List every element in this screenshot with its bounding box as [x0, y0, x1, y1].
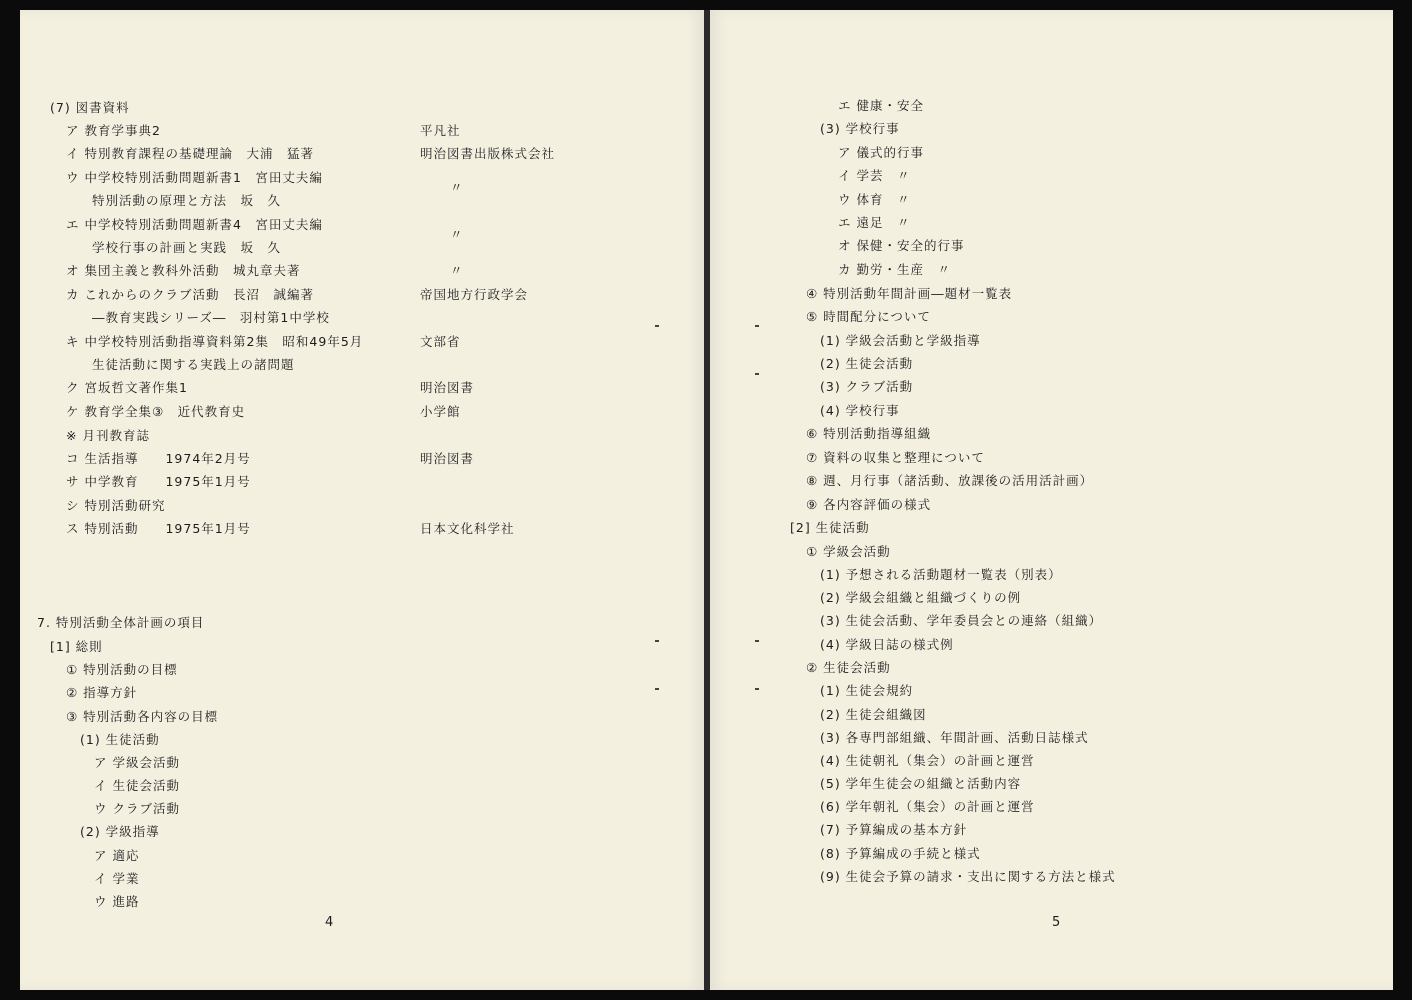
outline-subitem: (4) 学級日誌の様式例: [820, 637, 954, 652]
reference-subtitle: 生徒活動に関する実践上の諸問題: [92, 357, 295, 372]
edge-mark: [655, 640, 659, 642]
reference-subtitle: 学校行事の計画と実践 坂 久: [92, 240, 282, 255]
reference-item: コ 生活指導 1974年2月号: [66, 451, 251, 466]
outline-subitem: (4) 学校行事: [820, 403, 900, 418]
reference-item: オ 集団主義と教科外活動 城丸章夫著: [66, 263, 301, 278]
outline-subitem: (1) 生徒活動: [80, 732, 160, 747]
outline-subitem: ア 儀式的行事: [838, 145, 924, 160]
outline-subitem: (3) 生徒会活動、学年委員会との連絡（組織）: [820, 613, 1103, 628]
publisher: 〃: [450, 263, 464, 278]
publisher: 文部省: [420, 334, 461, 349]
outline-subitem: (2) 生徒会組織図: [820, 707, 927, 722]
outline-subitem: (2) 学級会組織と組織づくりの例: [820, 590, 1022, 605]
reference-item: ア 教育学事典2: [66, 123, 161, 138]
reference-item: イ 特別教育課程の基礎理論 大浦 猛著: [66, 146, 314, 161]
publisher: 帝国地方行政学会: [420, 287, 529, 302]
section-heading: 7. 特別活動全体計画の項目: [37, 615, 205, 630]
outline-subitem: ウ クラブ活動: [94, 801, 180, 816]
outline-subitem: ア 学級会活動: [94, 755, 180, 770]
outline-item: ⑦ 資料の収集と整理について: [806, 450, 985, 465]
reference-subtitle: ―教育実践シリーズ― 羽村第1中学校: [92, 310, 330, 325]
outline-item: ⑨ 各内容評価の様式: [806, 497, 932, 512]
publisher: 日本文化科学社: [420, 521, 515, 536]
publisher: 明治図書: [420, 380, 475, 395]
outline-subitem: (3) 学校行事: [820, 121, 900, 136]
outline-subitem: イ 学業: [94, 871, 140, 886]
section-heading: (7) 図書資料: [50, 100, 130, 115]
outline-subitem: (2) 学級指導: [80, 824, 160, 839]
outline-subitem: カ 勤労・生産 〃: [838, 262, 951, 277]
outline-subitem: (1) 学級会活動と学級指導: [820, 333, 981, 348]
outline-subitem: イ 学芸 〃: [838, 168, 911, 183]
publisher: 小学館: [420, 404, 461, 419]
outline-item: ① 特別活動の目標: [66, 662, 178, 677]
edge-mark: [755, 688, 759, 690]
reference-subtitle: 特別活動の原理と方法 坂 久: [92, 193, 282, 208]
outline-subitem: (6) 学年朝礼（集会）の計画と運営: [820, 799, 1035, 814]
outline-subitem: エ 遠足 〃: [838, 215, 911, 230]
page-number: 4: [325, 915, 334, 930]
reference-item: ウ 中学校特別活動問題新書1 宮田丈夫編: [66, 170, 323, 185]
outline-heading: [1] 総則: [50, 639, 103, 654]
outline-item: ⑥ 特別活動指導組織: [806, 426, 932, 441]
outline-subitem: (1) 予想される活動題材一覧表（別表）: [820, 567, 1062, 582]
reference-item: エ 中学校特別活動問題新書4 宮田丈夫編: [66, 217, 323, 232]
outline-subitem: オ 保健・安全的行事: [838, 238, 965, 253]
publisher: 〃: [450, 227, 464, 242]
outline-subitem: (1) 生徒会規約: [820, 683, 914, 698]
outline-subitem: ア 適応: [94, 848, 140, 863]
outline-subitem: (3) 各専門部組織、年間計画、活動日誌様式: [820, 730, 1089, 745]
edge-mark: [755, 325, 759, 327]
outline-item: ① 学級会活動: [806, 544, 891, 559]
outline-item: ⑧ 週、月行事（諸活動、放課後の活用活計画）: [806, 473, 1094, 488]
outline-subitem: ウ 進路: [94, 894, 140, 909]
publisher: 平凡社: [420, 123, 461, 138]
page-number: 5: [1052, 915, 1061, 930]
outline-item: ④ 特別活動年間計画―題材一覧表: [806, 286, 1013, 301]
outline-subitem: ウ 体育 〃: [838, 192, 911, 207]
publisher: 明治図書出版株式会社: [420, 146, 556, 161]
outline-item: ③ 特別活動各内容の目標: [66, 709, 219, 724]
outline-item: ② 生徒会活動: [806, 660, 891, 675]
reference-item: シ 特別活動研究: [66, 498, 166, 513]
edge-mark: [755, 640, 759, 642]
outline-heading: [2] 生徒活動: [790, 520, 870, 535]
outline-subitem: エ 健康・安全: [838, 98, 924, 113]
edge-mark: [655, 688, 659, 690]
outline-subitem: (4) 生徒朝礼（集会）の計画と運営: [820, 753, 1035, 768]
outline-subitem: (9) 生徒会予算の請求・支出に関する方法と様式: [820, 869, 1116, 884]
outline-subitem: (5) 学年生徒会の組織と活動内容: [820, 776, 1022, 791]
reference-note: ※ 月刊教育誌: [66, 428, 150, 443]
reference-item: サ 中学教育 1975年1月号: [66, 474, 251, 489]
reference-item: カ これからのクラブ活動 長沼 誠編著: [66, 287, 314, 302]
reference-item: ケ 教育学全集③ 近代教育史: [66, 404, 246, 419]
outline-item: ② 指導方針: [66, 685, 138, 700]
publisher: 〃: [450, 180, 464, 195]
edge-mark: [655, 325, 659, 327]
reference-item: キ 中学校特別活動指導資料第2集 昭和49年5月: [66, 334, 364, 349]
outline-subitem: (3) クラブ活動: [820, 379, 914, 394]
outline-subitem: (8) 予算編成の手続と様式: [820, 846, 981, 861]
publisher: 明治図書: [420, 451, 475, 466]
reference-item: ス 特別活動 1975年1月号: [66, 521, 251, 536]
outline-item: ⑤ 時間配分について: [806, 309, 931, 324]
outline-subitem: イ 生徒会活動: [94, 778, 180, 793]
outline-subitem: (7) 予算編成の基本方針: [820, 822, 968, 837]
outline-subitem: (2) 生徒会活動: [820, 356, 914, 371]
reference-item: ク 宮坂哲文著作集1: [66, 380, 188, 395]
edge-mark: [755, 373, 759, 375]
